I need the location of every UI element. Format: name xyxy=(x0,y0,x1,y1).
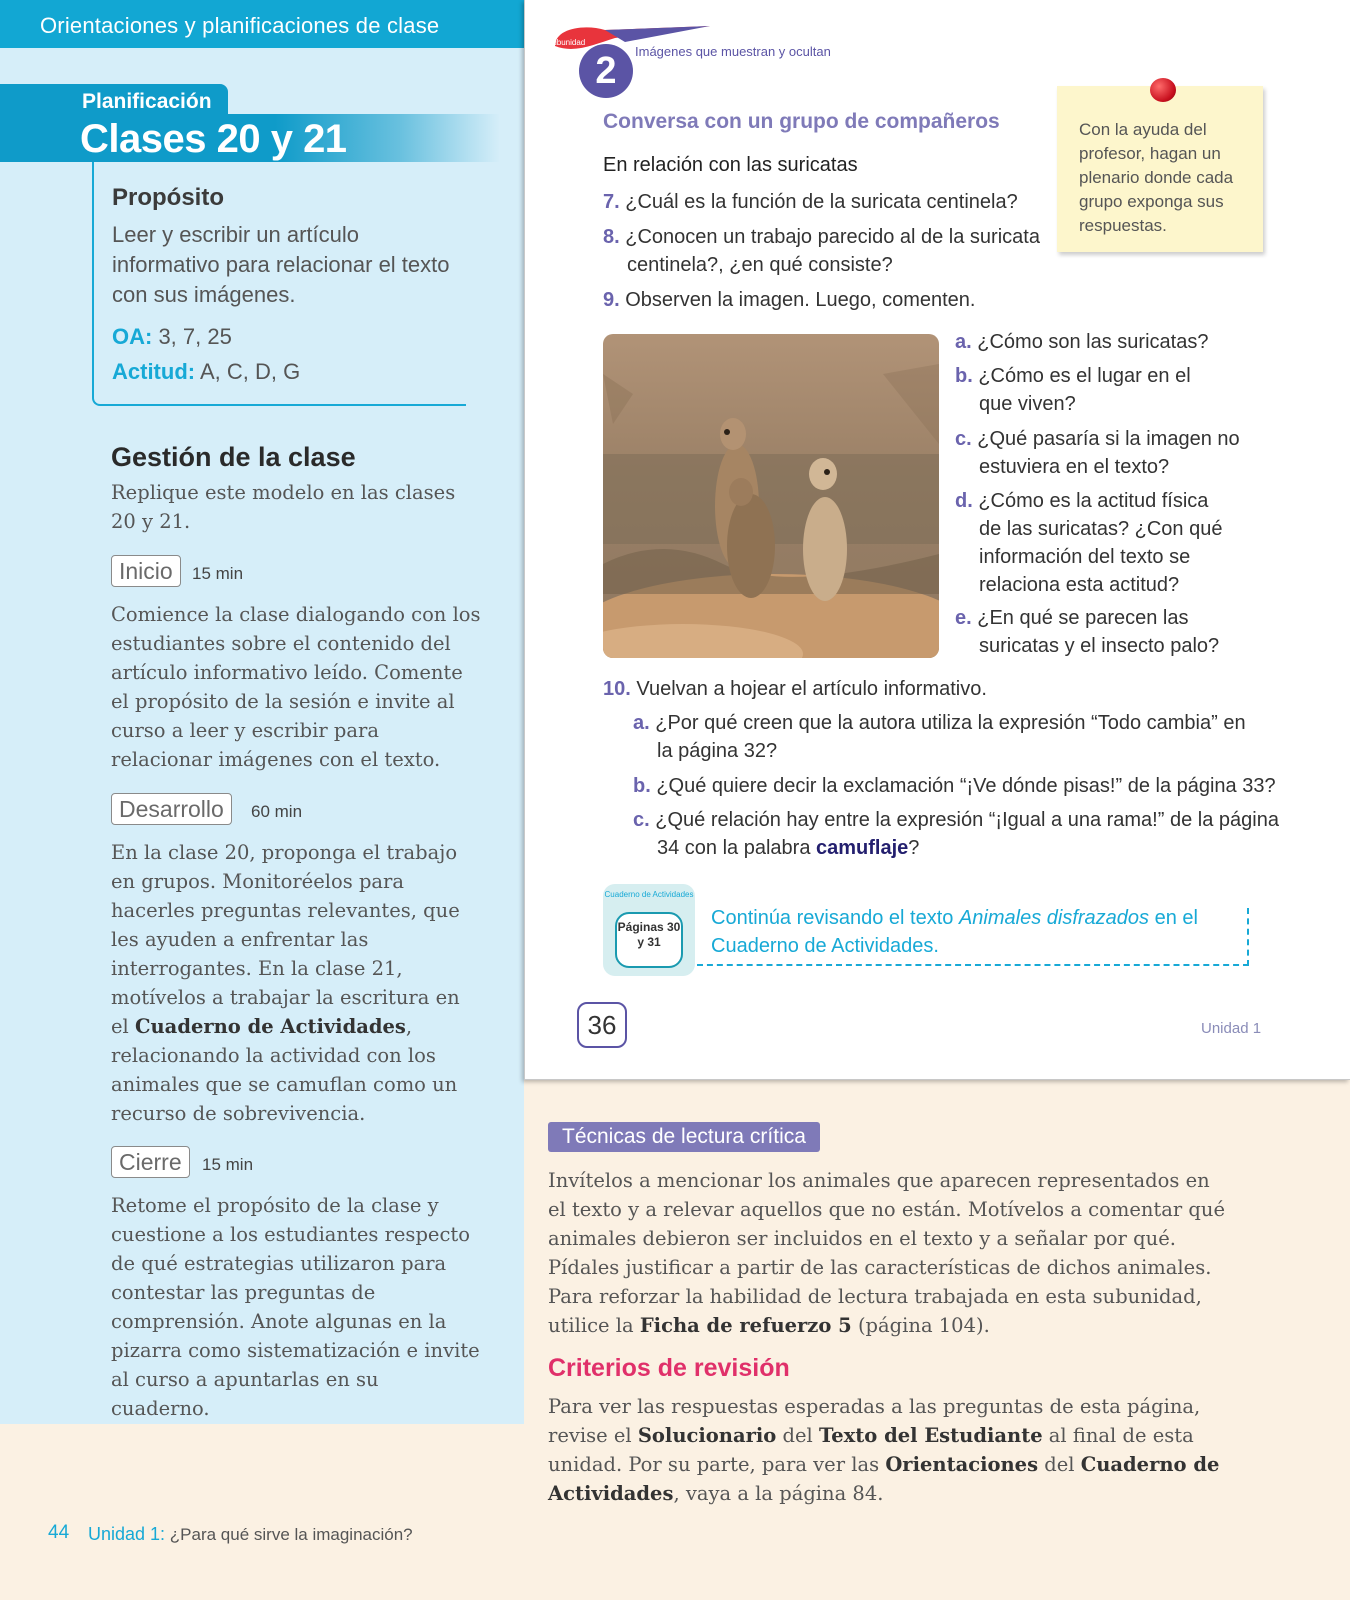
stage-desarrollo-badge: Desarrollo xyxy=(111,793,232,825)
header-band xyxy=(0,0,524,48)
stage-cierre-text: Retome el propósito de la clase y cuestione a los estudiantes respecto de qué estrategias utilizaron para contestar las preguntas de comprensión. Anote algunas en la pizarra como sistematización e invite al curso a apuntarlas en su cuaderno. xyxy=(111,1194,480,1420)
sticky-note-text: Con la ayuda del profesor, hagan un plenario donde cada grupo exponga sus respuestas. xyxy=(1079,120,1234,235)
desarrollo-text-part: , relacionando la actividad con los animales que se camuflan como un recurso de sobrevivencia. xyxy=(111,1015,458,1125)
planning-panel xyxy=(0,0,524,1424)
criteria-text-bold: Solucionario xyxy=(637,1424,777,1447)
review-criteria-text xyxy=(548,1392,1228,1508)
question-text: Vuelvan a hojear el artículo informativo. xyxy=(636,678,987,700)
planning-title-band xyxy=(0,114,500,162)
subunit-number: 2 xyxy=(579,44,633,98)
q10-item-b xyxy=(633,772,1293,800)
left-page-number: 44 xyxy=(48,1522,70,1543)
stage-desarrollo-text xyxy=(111,838,481,1128)
stage-cierre-minutes: 15 min xyxy=(202,1155,254,1174)
student-page-unit: Unidad 1 xyxy=(1201,1020,1262,1037)
criteria-text-bold: Texto del Estudiante xyxy=(818,1424,1043,1447)
critical-text-bold: Ficha de refuerzo 5 xyxy=(639,1314,852,1337)
notebook-label: Cuaderno de Actividades xyxy=(604,890,694,899)
criteria-text-part: Para ver las respuestas esperadas a las preguntas de esta página, revise el xyxy=(548,1395,1201,1447)
critical-reading-tag: Técnicas de lectura crítica xyxy=(548,1122,820,1152)
oa-label: OA: xyxy=(112,324,153,349)
purpose-box xyxy=(92,162,466,406)
question-letter: b. xyxy=(633,775,651,797)
image-question-a xyxy=(955,328,1255,356)
question-number: 7. xyxy=(603,191,620,213)
left-unit-label: Unidad 1: xyxy=(88,1524,166,1544)
question-number: 9. xyxy=(603,289,620,311)
question-text: ¿Conocen un trabajo parecido al de la suricata centinela?, ¿en qué consiste? xyxy=(625,226,1040,276)
image-question-c xyxy=(955,425,1255,481)
sticky-note xyxy=(1057,86,1263,252)
critical-text-part: Invítelos a mencionar los animales que aparecen representados en el texto y a relevar aquellos que no están. Motívelos a comentar qué animales debieron ser incluidos en el texto y a señalar por qué. Pídales justificar a partir de las características de dichos animales. Para reforzar la habilidad de lectura trabajada en esta subunidad, utilice la xyxy=(548,1169,1225,1337)
question-text: ? xyxy=(908,837,920,859)
stage-inicio-badge: Inicio xyxy=(111,555,181,587)
question-text: ¿Qué pasaría si la imagen no estuviera en el texto? xyxy=(977,428,1240,478)
relation-title: En relación con las suricatas xyxy=(603,154,858,176)
meerkats-photo xyxy=(603,334,939,658)
criteria-text-bold: Orientaciones xyxy=(885,1453,1039,1476)
subunit-label: Subunidad xyxy=(547,38,586,47)
planning-tab-label: Planificación xyxy=(82,90,212,113)
planning-title: Clases 20 y 21 xyxy=(80,117,347,161)
image-question-b xyxy=(955,362,1209,418)
question-number: 8. xyxy=(603,226,620,248)
stage-inicio-text: Comience la clase dialogando con los estudiantes sobre el contenido del artículo informativo leído. Comente el propósito de la sesión e invite al curso a leer y escribir para relacionar imágenes con el texto. xyxy=(111,603,481,771)
header-title: Orientaciones y planificaciones de clase xyxy=(40,13,440,38)
stage-inicio-minutes: 15 min xyxy=(192,564,244,583)
criteria-text-bold: Cuaderno de Actividades xyxy=(548,1453,1220,1505)
question-text: ¿Cómo es la actitud física de las suricatas? ¿Con qué información del texto se relaciona esta actitud? xyxy=(978,490,1223,596)
criteria-text-part: , vaya a la página 84. xyxy=(673,1482,884,1505)
left-unit-footer xyxy=(88,1524,413,1545)
q10-item-c xyxy=(633,806,1283,862)
question-text: ¿Por qué creen que la autora utiliza la expresión “Todo cambia” en la página 32? xyxy=(655,712,1246,762)
q10-item-a xyxy=(633,709,1253,765)
stage-desarrollo-minutes: 60 min xyxy=(251,802,303,821)
criteria-text-part: del xyxy=(1038,1453,1081,1476)
question-letter: e. xyxy=(955,607,972,629)
image-question-d xyxy=(955,487,1235,599)
criteria-text-part: del xyxy=(776,1424,819,1447)
criteria-text-part: al final de esta unidad. Por su parte, para ver las xyxy=(548,1424,1194,1476)
subunit-title: Imágenes que muestran y ocultan xyxy=(635,44,831,59)
notebook-icon xyxy=(603,884,695,976)
question-text: ¿Cuál es la función de la suricata centinela? xyxy=(625,191,1018,213)
question-letter: a. xyxy=(955,331,972,353)
question-text: ¿Cómo es el lugar en el que viven? xyxy=(978,365,1191,415)
question-letter: d. xyxy=(955,490,973,512)
purpose-text: Leer y escribir un artículo informativo para relacionar el texto con sus imágenes. xyxy=(112,222,450,307)
attitude-value: A, C, D, G xyxy=(195,359,301,384)
management-title: Gestión de la clase xyxy=(111,442,356,472)
review-criteria-title: Criterios de revisión xyxy=(548,1354,790,1382)
question-text: ¿Qué relación hay entre la expresión “¡Igual a una rama!” de la página 34 con la palabra xyxy=(655,809,1279,859)
question-letter: c. xyxy=(633,809,650,831)
attitude-label: Actitud: xyxy=(112,359,196,384)
continue-reading-text xyxy=(711,904,1231,960)
question-8 xyxy=(603,223,1053,279)
question-9 xyxy=(603,286,1053,314)
desarrollo-text-bold: Cuaderno de Actividades xyxy=(134,1015,406,1038)
student-page-number: 36 xyxy=(577,1002,627,1048)
stage-cierre-badge: Cierre xyxy=(111,1146,190,1178)
student-page xyxy=(524,0,1350,1080)
desarrollo-text-part: En la clase 20, proponga el trabajo en grupos. Monitoréelos para hacerles preguntas relevantes, que les ayuden a enfrentar las interrogantes. En la clase 21, motívelos a trabajar la escritura en el xyxy=(111,841,460,1038)
question-7 xyxy=(603,188,1043,216)
left-unit-title: ¿Para qué sirve la imaginación? xyxy=(165,1525,413,1544)
image-question-e xyxy=(955,604,1235,660)
question-keyword: camuflaje xyxy=(816,837,909,859)
continue-text-part: en el Cuaderno de Actividades. xyxy=(711,907,1198,957)
question-letter: a. xyxy=(633,712,650,734)
oa-value: 3, 7, 25 xyxy=(152,324,232,349)
management-intro: Replique este modelo en las clases 20 y 21. xyxy=(111,481,456,533)
question-letter: c. xyxy=(955,428,972,450)
question-text: ¿Qué quiere decir la exclamación “¡Ve dónde pisas!” de la página 33? xyxy=(656,775,1276,797)
question-letter: b. xyxy=(955,365,973,387)
attitude-line xyxy=(112,359,300,385)
converse-title: Conversa con un grupo de compañeros xyxy=(603,110,1000,133)
notebook-badge xyxy=(615,912,683,968)
continue-text-part: Continúa revisando el texto xyxy=(711,907,959,929)
question-number: 10. xyxy=(603,678,631,700)
critical-text-part: (página 104). xyxy=(851,1314,990,1337)
continue-text-title: Animales disfrazados xyxy=(958,907,1150,929)
notebook-pages: Páginas 30 y 31 xyxy=(617,920,681,949)
purpose-title: Propósito xyxy=(112,184,224,211)
pushpin-icon xyxy=(1150,78,1176,102)
question-text: Observen la imagen. Luego, comenten. xyxy=(625,289,976,311)
question-text: ¿En qué se parecen las suricatas y el insecto palo? xyxy=(977,607,1220,657)
question-text: ¿Cómo son las suricatas? xyxy=(977,331,1209,353)
oa-line xyxy=(112,324,232,350)
critical-reading-text xyxy=(548,1166,1228,1340)
question-10 xyxy=(603,675,1243,703)
planning-tab xyxy=(0,84,228,118)
